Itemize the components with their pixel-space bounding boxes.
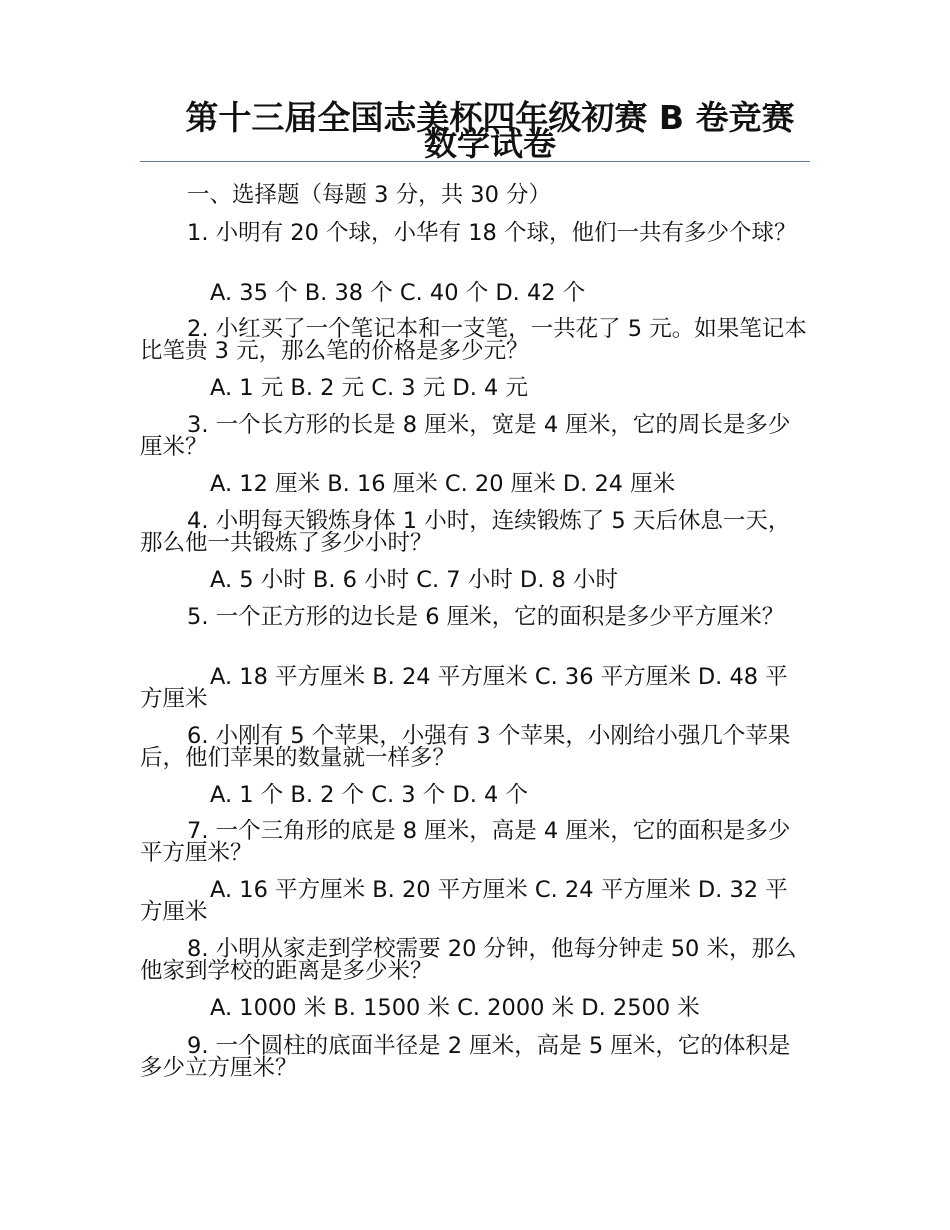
question-4-options: A. 5 小时 B. 6 小时 C. 7 小时 D. 8 小时 — [210, 567, 619, 593]
title-divider — [140, 161, 810, 162]
question-1: 1. 小明有 20 个球，小华有 18 个球，他们一共有多少个球？ — [187, 220, 797, 246]
question-6: 6. 小刚有 5 个苹果，小强有 3 个苹果，小刚给小强几个苹果后，他们苹果的数量就一样多？ — [140, 723, 791, 771]
question-5-options: A. 18 平方厘米 B. 24 平方厘米 C. 36 平方厘米 D. 48 平方厘米 — [140, 664, 788, 712]
question-7-options: A. 16 平方厘米 B. 20 平方厘米 C. 24 平方厘米 D. 32 平方厘米 — [140, 877, 788, 925]
question-6-options: A. 1 个 B. 2 个 C. 3 个 D. 4 个 — [210, 782, 529, 808]
section-heading: 一、选择题（每题 3 分，共 30 分） — [187, 182, 552, 208]
question-2: 2. 小红买了一个笔记本和一支笔，一共花了 5 元。如果笔记本比笔贵 3 元，那么笔的价格是多少元？ — [140, 316, 807, 364]
question-8: 8. 小明从家走到学校需要 20 分钟，他每分钟走 50 米，那么他家到学校的距离是多少米？ — [140, 936, 797, 984]
question-3-options: A. 12 厘米 B. 16 厘米 C. 20 厘米 D. 24 厘米 — [210, 471, 676, 497]
question-5: 5. 一个正方形的边长是 6 厘米，它的面积是多少平方厘米？ — [187, 604, 785, 630]
question-2-options: A. 1 元 B. 2 元 C. 3 元 D. 4 元 — [210, 375, 529, 401]
page-title: 第十三届全国志美杯四年级初赛 B 卷竞赛数学试卷 — [185, 98, 795, 163]
question-3: 3. 一个长方形的长是 8 厘米，宽是 4 厘米，它的周长是多少厘米？ — [140, 412, 791, 460]
question-8-options: A. 1000 米 B. 1500 米 C. 2000 米 D. 2500 米 — [210, 995, 700, 1021]
question-7: 7. 一个三角形的底是 8 厘米，高是 4 厘米，它的面积是多少平方厘米？ — [140, 818, 791, 866]
question-9: 9. 一个圆柱的底面半径是 2 厘米，高是 5 厘米，它的体积是多少立方厘米？ — [140, 1033, 791, 1081]
question-4: 4. 小明每天锻炼身体 1 小时，连续锻炼了 5 天后休息一天，那么他一共锻炼了多少小时？ — [140, 508, 791, 556]
question-1-options: A. 35 个 B. 38 个 C. 40 个 D. 42 个 — [210, 280, 586, 306]
